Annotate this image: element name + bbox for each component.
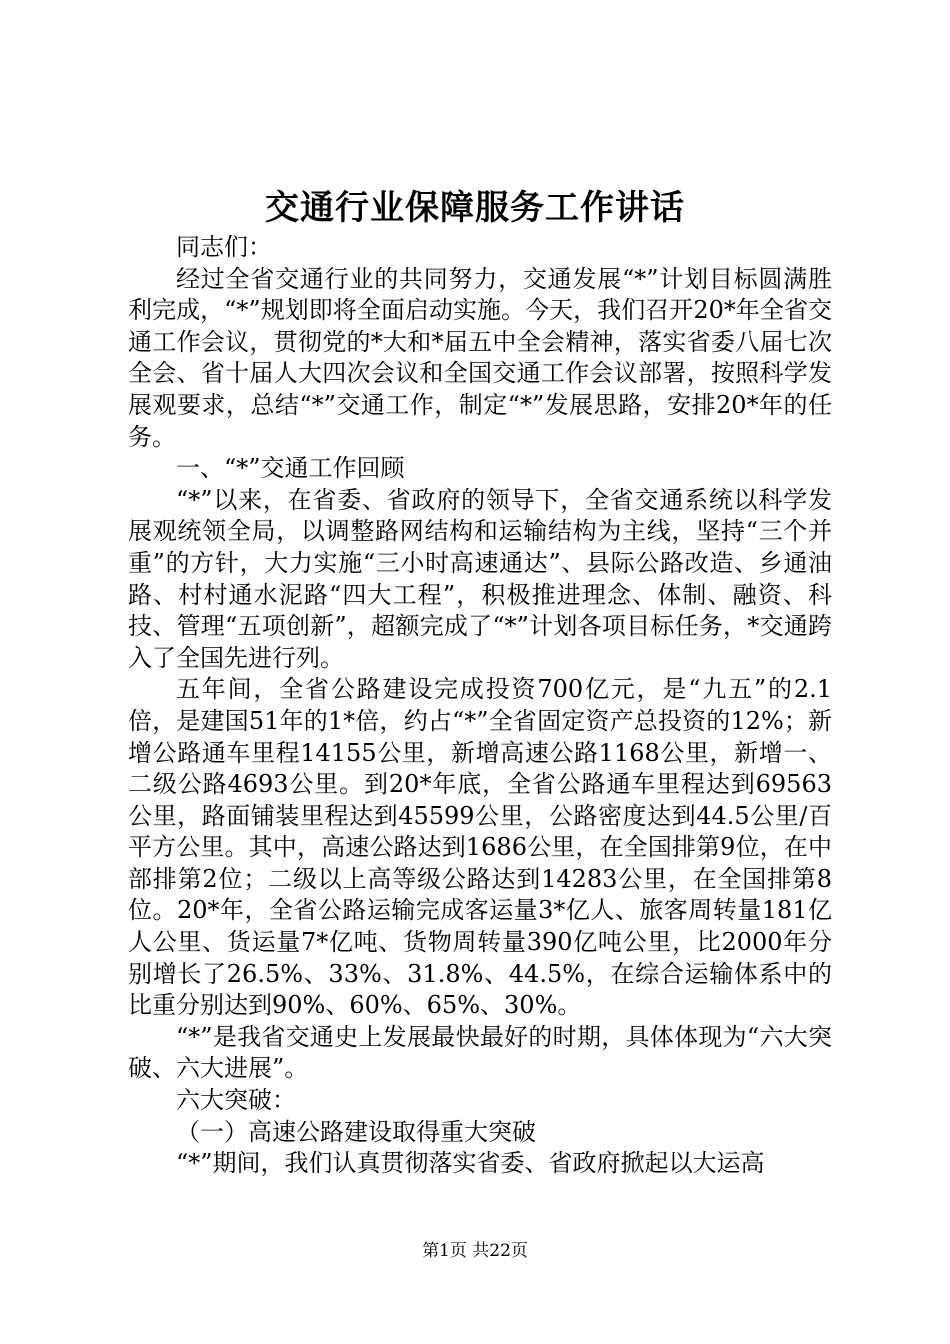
document-body xyxy=(128,232,832,1180)
paragraph-summary: “*”是我省交通史上发展最快最好的时期，具体体现为“六大突破、六大进展”。 xyxy=(128,1022,832,1083)
document-title: 交通行业保障服务工作讲话 xyxy=(265,188,685,228)
page-number: 第1页 共22页 xyxy=(422,1241,528,1261)
paragraph-intro: 经过全省交通行业的共同努力，交通发展“*”计划目标圆满胜利完成，“*”规划即将全面启动实施。今天，我们召开20*年全省交通工作会议，贯彻党的*大和*届五中全会精神，落实省委八届七次全会、省十届人大四次会议和全国交通工作会议部署，按照科学发展观要求，总结“*”交通工作，制定“*”发展思路，安排20*年的任务。 xyxy=(128,264,832,451)
paragraph-statistics: 五年间，全省公路建设完成投资700亿元，是“九五”的2.1倍，是建国51年的1*倍，约占“*”全省固定资产总投资的12%；新增公路通车里程14155公里，新增高速公路1168公里，新增一、二级公路4693公里。到20*年底，全省公路通车里程达到69563公里，路面铺装里程达到45599公里，公路密度达到44.5公里/百平方公里。其中，高速公路达到1686公里，在全国排第9位，在中部排第2位；二级以上高等级公路达到14283公里，在全国排第8位。20*年，全省公路运输完成客运量3*亿人、旅客周转量181亿人公里、货运量7*亿吨、货物周转量390亿吨公里，比2000年分别增长了26.5%、33%、31.8%、44.5%，在综合运输体系中的比重分别达到90%、60%、65%、30%。 xyxy=(128,675,832,1020)
subheading-six-breakthroughs: 六大突破： xyxy=(176,1086,296,1115)
paragraph-highway: “*”期间，我们认真贯彻落实省委、省政府掀起以大运高 xyxy=(176,1149,765,1178)
section-heading-review: 一、“*”交通工作回顾 xyxy=(176,454,405,483)
paragraph-achievements: “*”以来，在省委、省政府的领导下，全省交通系统以科学发展观统领全局，以调整路网结构和运输结构为主线，坚持“三个并重”的方针，大力实施“三小时高速通达”、县际公路改造、乡通油路、村村通水泥路“四大工程”，积极推进理念、体制、融资、科技、管理“五项创新”，超额完成了“*”计划各项目标任务，*交通跨入了全国先进行列。 xyxy=(128,485,832,672)
subheading-highway: （一）高速公路建设取得重大突破 xyxy=(176,1117,536,1146)
salutation: 同志们： xyxy=(176,233,272,261)
